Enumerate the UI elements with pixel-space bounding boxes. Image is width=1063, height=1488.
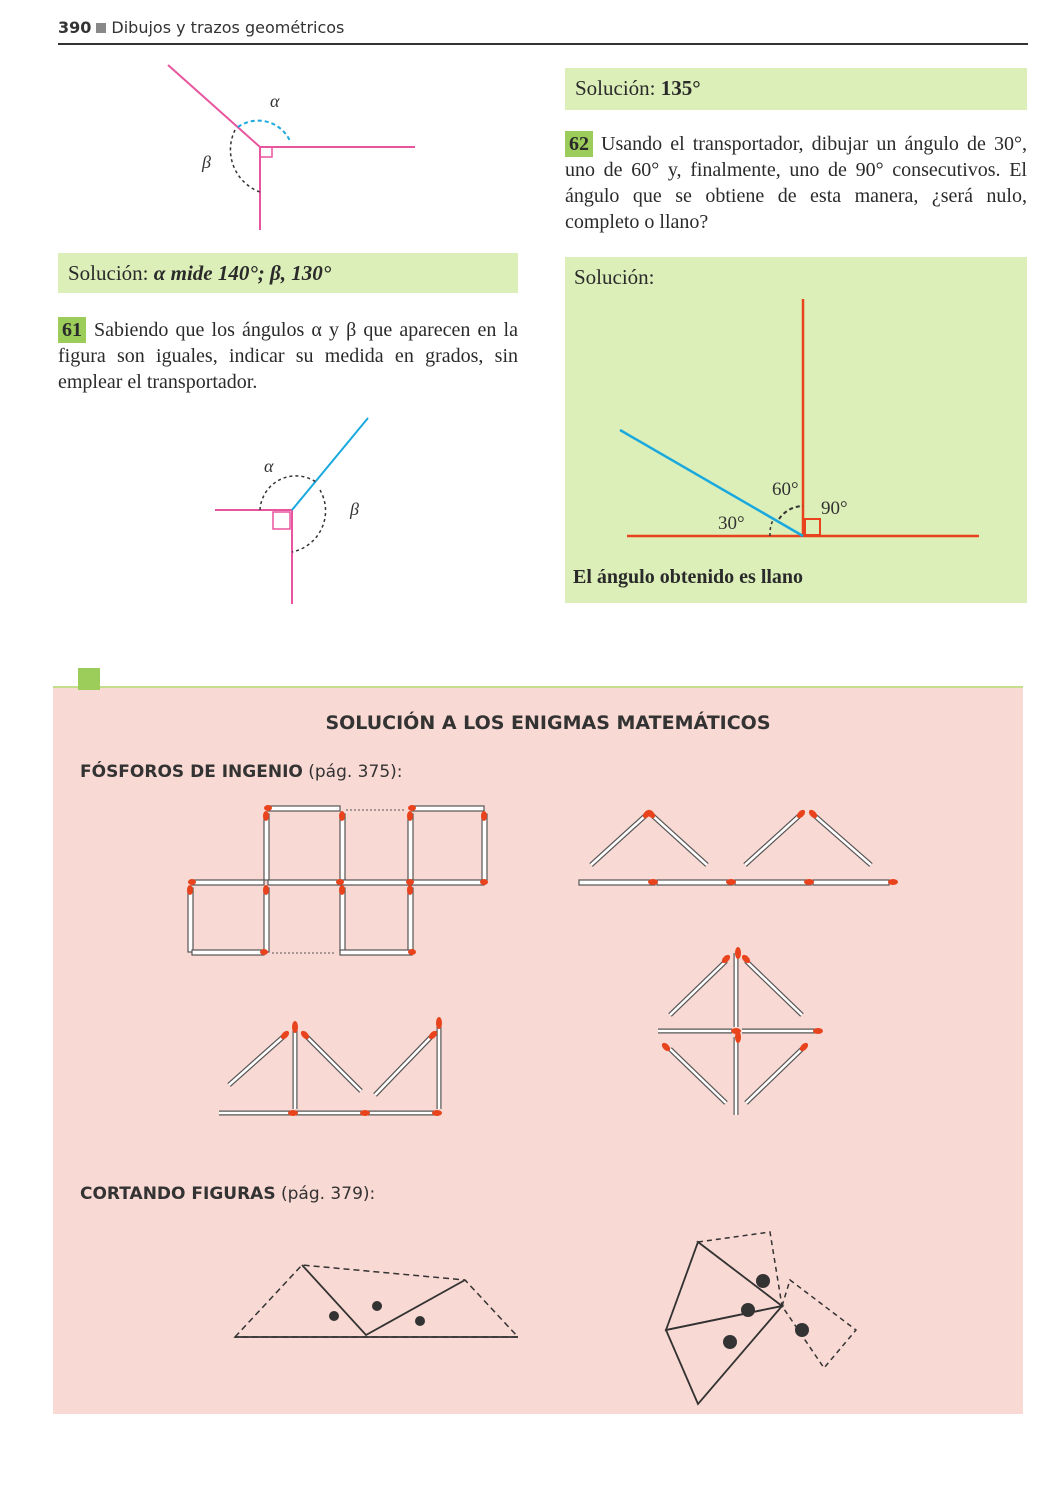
matches-figure-m-shape [215, 1015, 450, 1120]
matches-figure-squares [180, 800, 500, 960]
matches-heading [80, 762, 403, 782]
matches-ref: (pág. 375): [302, 762, 403, 782]
exercise-62 [565, 131, 1027, 235]
solution-value: 135° [660, 76, 701, 100]
solution-conclusion: El ángulo obtenido es llano [573, 566, 804, 588]
section-title: Dibujos y trazos geométricos [111, 18, 345, 37]
enigmas-title: SOLUCIÓN A LOS ENIGMAS MATEMÁTICOS [325, 712, 771, 734]
solution-label: Solución: [574, 265, 655, 289]
exercise-text: Sabiendo que los ángulos α y β que aparecen en la figura son iguales, indicar su medida en grados, sin emplear el transportador. [58, 319, 518, 393]
solution-value: α mide 140°; β, 130° [153, 261, 332, 285]
enigmas-panel [53, 688, 1023, 1414]
matches-figure-diamond [650, 945, 830, 1125]
solution-box-62 [565, 257, 1027, 603]
page-number: 390 [58, 18, 92, 37]
beta-label: β [202, 152, 211, 172]
header-square-icon [96, 23, 106, 33]
section-tab-marker [78, 668, 100, 690]
figure-61-angles [210, 412, 390, 607]
angle-30-label: 30° [718, 513, 745, 534]
exercise-number: 62 [565, 131, 593, 157]
matches-title: FÓSFOROS DE INGENIO [80, 762, 303, 782]
solution-box-61 [565, 68, 1027, 110]
beta-label: β [350, 499, 359, 519]
angle-90-label: 90° [821, 498, 848, 519]
cutting-heading [80, 1184, 375, 1204]
alpha-label: α [270, 91, 280, 111]
angle-60-label: 60° [772, 479, 799, 500]
exercise-number: 61 [58, 317, 86, 343]
alpha-label: α [264, 456, 274, 476]
cutting-figure-trapezoid [230, 1255, 525, 1345]
figure-angles-alpha-beta [150, 55, 430, 240]
solution-box-60 [58, 253, 518, 293]
page-header [58, 18, 344, 37]
matches-figure-triangles-row [575, 800, 905, 895]
figure-consecutive-angles [565, 257, 1027, 603]
solution-prefix: Solución: [68, 261, 154, 285]
exercise-text: Usando el transportador, dibujar un ángulo de 30°, uno de 60° y, finalmente, uno de 90° consecutivos. El ángulo que se obtiene de esta manera, ¿será nulo, completo o llano? [565, 133, 1027, 233]
exercise-61 [58, 317, 518, 395]
cutting-ref: (pág. 379): [275, 1184, 376, 1204]
cutting-figure-rotated [660, 1228, 860, 1408]
cutting-title: CORTANDO FIGURAS [80, 1184, 276, 1204]
solution-prefix: Solución: [575, 76, 661, 100]
header-rule [58, 43, 1028, 45]
